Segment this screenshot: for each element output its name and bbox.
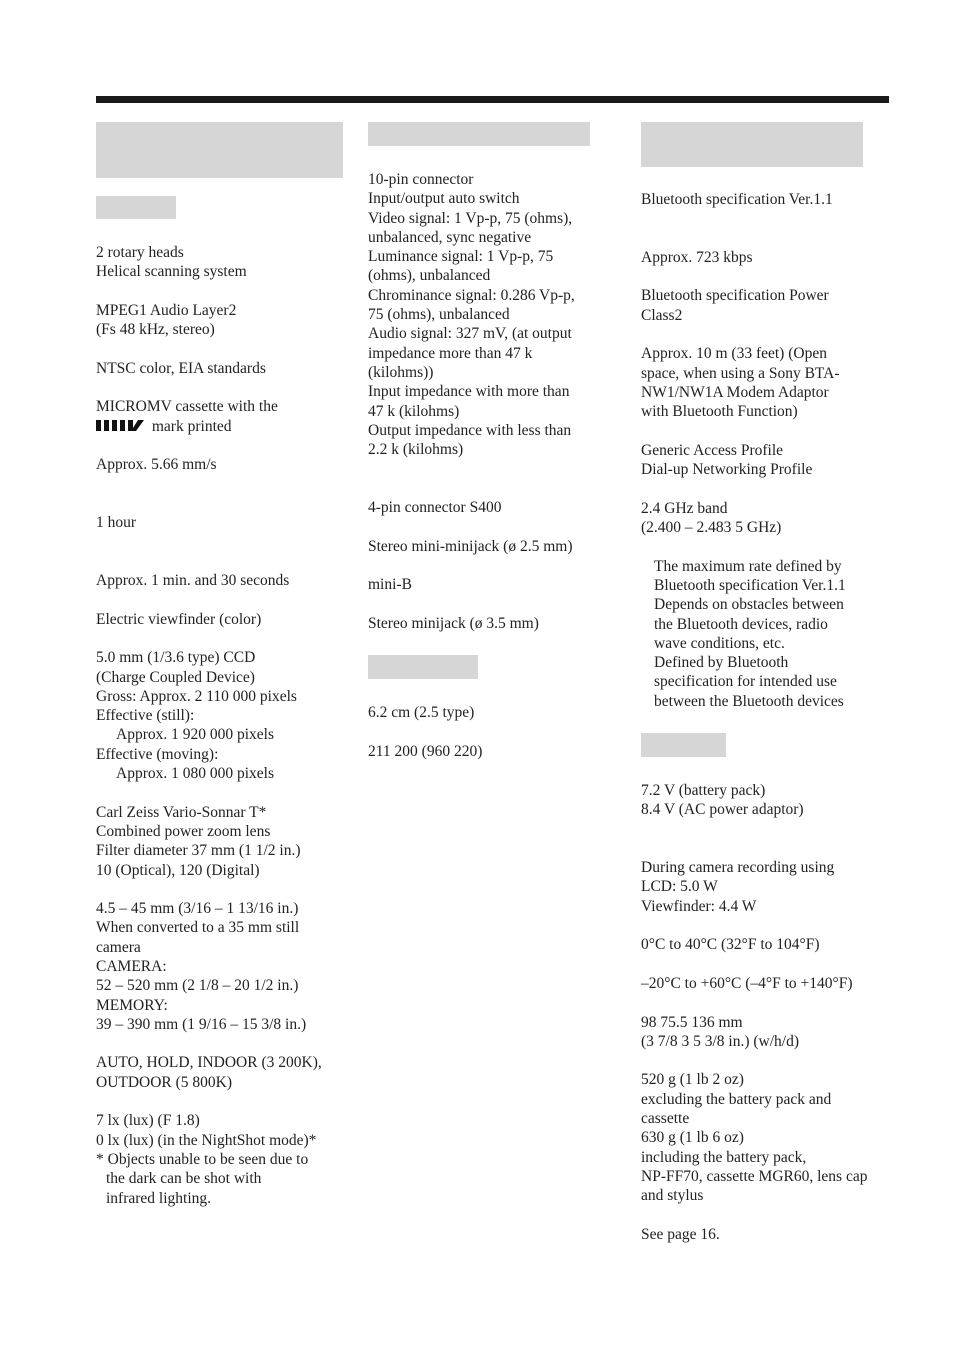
heading-bar-input-output bbox=[368, 122, 590, 146]
spec-line: Stereo mini-minijack (ø 2.5 mm) bbox=[368, 537, 573, 555]
footnote-line: the dark can be shot with bbox=[106, 1170, 262, 1188]
spec-line: 7.2 V (battery pack) bbox=[641, 782, 766, 799]
spec-line: 10 (Optical), 120 (Digital) bbox=[96, 861, 260, 879]
spec-line: (2.400 – 2.483 5 GHz) bbox=[641, 519, 782, 537]
spec-line: Chrominance signal: 0.286 Vp-p, bbox=[368, 286, 575, 304]
spec-line: mark printed bbox=[151, 417, 232, 435]
spec-line: 520 g (1 lb 2 oz) bbox=[641, 1071, 744, 1089]
spec-line: NTSC color, EIA standards bbox=[96, 359, 266, 377]
spec-line: (3 7/8 3 5 3/8 in.) (w/h/d) bbox=[641, 1032, 799, 1050]
note-line: Defined by Bluetooth bbox=[654, 654, 789, 672]
spec-line: Carl Zeiss Vario-Sonnar T* bbox=[96, 803, 267, 821]
spec-line: Input impedance with more than bbox=[368, 383, 570, 401]
spec-line: Filter diameter 37 mm (1 1/2 in.) bbox=[96, 842, 301, 860]
spec-line: 10-pin connector bbox=[368, 171, 474, 188]
heading-bar-specifications bbox=[96, 122, 343, 178]
spec-line: 8.4 V (AC power adaptor) bbox=[641, 801, 804, 819]
note-line: Bluetooth specification Ver.1.1 bbox=[654, 576, 846, 594]
spec-line: (Charge Coupled Device) bbox=[96, 668, 255, 686]
heading-bar-bluetooth bbox=[641, 122, 863, 167]
spec-line: See page 16. bbox=[641, 1225, 720, 1243]
spec-line: unbalanced, sync negative bbox=[368, 228, 532, 246]
spec-line: 2.4 GHz band bbox=[641, 499, 728, 517]
spec-line: Electric viewfinder (color) bbox=[96, 610, 262, 628]
spec-line: Bluetooth specification Ver.1.1 bbox=[641, 191, 833, 208]
heading-bar-lcd-screen bbox=[368, 655, 478, 679]
footnote-line: * Objects unable to be seen due to bbox=[96, 1150, 309, 1168]
note-line: Depends on obstacles between bbox=[654, 596, 844, 614]
spec-line: 39 – 390 mm (1 9/16 – 15 3/8 in.) bbox=[96, 1015, 307, 1033]
spec-line: Approx. 1 min. and 30 seconds bbox=[96, 572, 290, 590]
column-input-output-specs bbox=[368, 170, 575, 633]
spec-line: Video signal: 1 Vp-p, 75 (ohms), bbox=[368, 209, 573, 227]
top-rule bbox=[96, 96, 889, 103]
spec-line: Class2 bbox=[641, 306, 683, 324]
spec-line: Approx. 723 kbps bbox=[641, 248, 753, 266]
spec-line: MEMORY: bbox=[96, 996, 168, 1014]
spec-line: Approx. 1 080 000 pixels bbox=[116, 765, 275, 783]
spec-line: NP-FF70, cassette MGR60, lens cap bbox=[641, 1167, 868, 1185]
spec-line: 5.0 mm (1/3.6 type) CCD bbox=[96, 649, 256, 667]
spec-line: Luminance signal: 1 Vp-p, 75 bbox=[368, 248, 554, 266]
note-line: wave conditions, etc. bbox=[654, 634, 785, 652]
spec-line: Bluetooth specification Power bbox=[641, 287, 829, 305]
spec-line: 52 – 520 mm (2 1/8 – 20 1/2 in.) bbox=[96, 977, 299, 995]
spec-line: 7 lx (lux) (F 1.8) bbox=[96, 1112, 200, 1130]
spec-line: 47 k (kilohms) bbox=[368, 402, 460, 420]
spec-line: MICROMV cassette with the bbox=[96, 398, 278, 416]
footnote-line: infrared lighting. bbox=[106, 1189, 212, 1207]
spec-line: 0 lx (lux) (in the NightShot mode)* bbox=[96, 1131, 317, 1149]
heading-bar-general bbox=[641, 733, 726, 757]
spec-line: OUTDOOR (5 800K) bbox=[96, 1073, 233, 1091]
spec-line: (Fs 48 kHz, stereo) bbox=[96, 321, 215, 339]
spec-line: Viewfinder: 4.4 W bbox=[641, 897, 757, 915]
column-general-specs bbox=[641, 781, 867, 1244]
spec-line: 75 (ohms), unbalanced bbox=[368, 306, 510, 324]
spec-line: and stylus bbox=[641, 1187, 704, 1205]
spec-line: When converted to a 35 mm still bbox=[96, 919, 300, 937]
spec-line: Input/output auto switch bbox=[368, 190, 520, 208]
spec-line: –20°C to +60°C (–4°F to +140°F) bbox=[641, 974, 853, 992]
column-system-specs bbox=[96, 243, 322, 1208]
spec-line: 2 rotary heads bbox=[96, 244, 184, 261]
spec-line: Stereo minijack (ø 3.5 mm) bbox=[368, 614, 539, 632]
micromv-logo-icon bbox=[96, 419, 146, 432]
spec-line: Effective (moving): bbox=[96, 745, 219, 763]
spec-line: (ohms), unbalanced bbox=[368, 267, 491, 285]
spec-line-logo bbox=[96, 417, 322, 436]
spec-line: Effective (still): bbox=[96, 707, 195, 725]
spec-line: excluding the battery pack and bbox=[641, 1090, 832, 1108]
spec-line: Output impedance with less than bbox=[368, 421, 572, 439]
column-lcd-specs bbox=[368, 703, 482, 761]
spec-line: MPEG1 Audio Layer2 bbox=[96, 301, 237, 319]
spec-line: 98 75.5 136 mm bbox=[641, 1013, 743, 1031]
spec-line: LCD: 5.0 W bbox=[641, 878, 718, 896]
spec-line: 1 hour bbox=[96, 514, 137, 532]
spec-line: Gross: Approx. 2 110 000 pixels bbox=[96, 687, 297, 705]
spec-line: NW1/NW1A Modem Adaptor bbox=[641, 383, 829, 401]
spec-line: (kilohms)) bbox=[368, 363, 434, 381]
spec-line: impedance more than 47 k bbox=[368, 344, 533, 362]
spec-line: 2.2 k (kilohms) bbox=[368, 441, 464, 459]
spec-line: Helical scanning system bbox=[96, 263, 247, 281]
spec-line: mini-B bbox=[368, 576, 412, 594]
spec-line: 4.5 – 45 mm (3/16 – 1 13/16 in.) bbox=[96, 900, 299, 918]
spec-line: 211 200 (960 220) bbox=[368, 742, 483, 760]
spec-line: 6.2 cm (2.5 type) bbox=[368, 704, 475, 721]
spec-line: including the battery pack, bbox=[641, 1148, 807, 1166]
spec-line: During camera recording using bbox=[641, 859, 835, 877]
column-bluetooth-specs bbox=[641, 190, 846, 711]
spec-line: Combined power zoom lens bbox=[96, 822, 271, 840]
spec-line: 0°C to 40°C (32°F to 104°F) bbox=[641, 936, 820, 954]
spec-line: Generic Access Profile bbox=[641, 441, 784, 459]
spec-line: CAMERA: bbox=[96, 957, 167, 975]
spec-line: Approx. 5.66 mm/s bbox=[96, 456, 217, 474]
spec-line: camera bbox=[96, 938, 141, 956]
note-line: specification for intended use bbox=[654, 673, 837, 691]
spec-line: space, when using a Sony BTA- bbox=[641, 364, 840, 382]
spec-line: Audio signal: 327 mV, (at output bbox=[368, 325, 572, 343]
spec-line: Approx. 10 m (33 feet) (Open bbox=[641, 345, 827, 363]
spec-line: AUTO, HOLD, INDOOR (3 200K), bbox=[96, 1054, 322, 1072]
note-line: the Bluetooth devices, radio bbox=[654, 615, 828, 633]
spec-line: 630 g (1 lb 6 oz) bbox=[641, 1129, 744, 1147]
heading-bar-system bbox=[96, 196, 176, 219]
spec-line: 4-pin connector S400 bbox=[368, 499, 502, 517]
note-line: between the Bluetooth devices bbox=[654, 692, 844, 710]
spec-line: Dial-up Networking Profile bbox=[641, 461, 813, 479]
note-line: The maximum rate defined by bbox=[654, 557, 842, 575]
spec-line: Approx. 1 920 000 pixels bbox=[116, 726, 275, 744]
spec-line: with Bluetooth Function) bbox=[641, 403, 798, 421]
spec-line: cassette bbox=[641, 1110, 690, 1128]
